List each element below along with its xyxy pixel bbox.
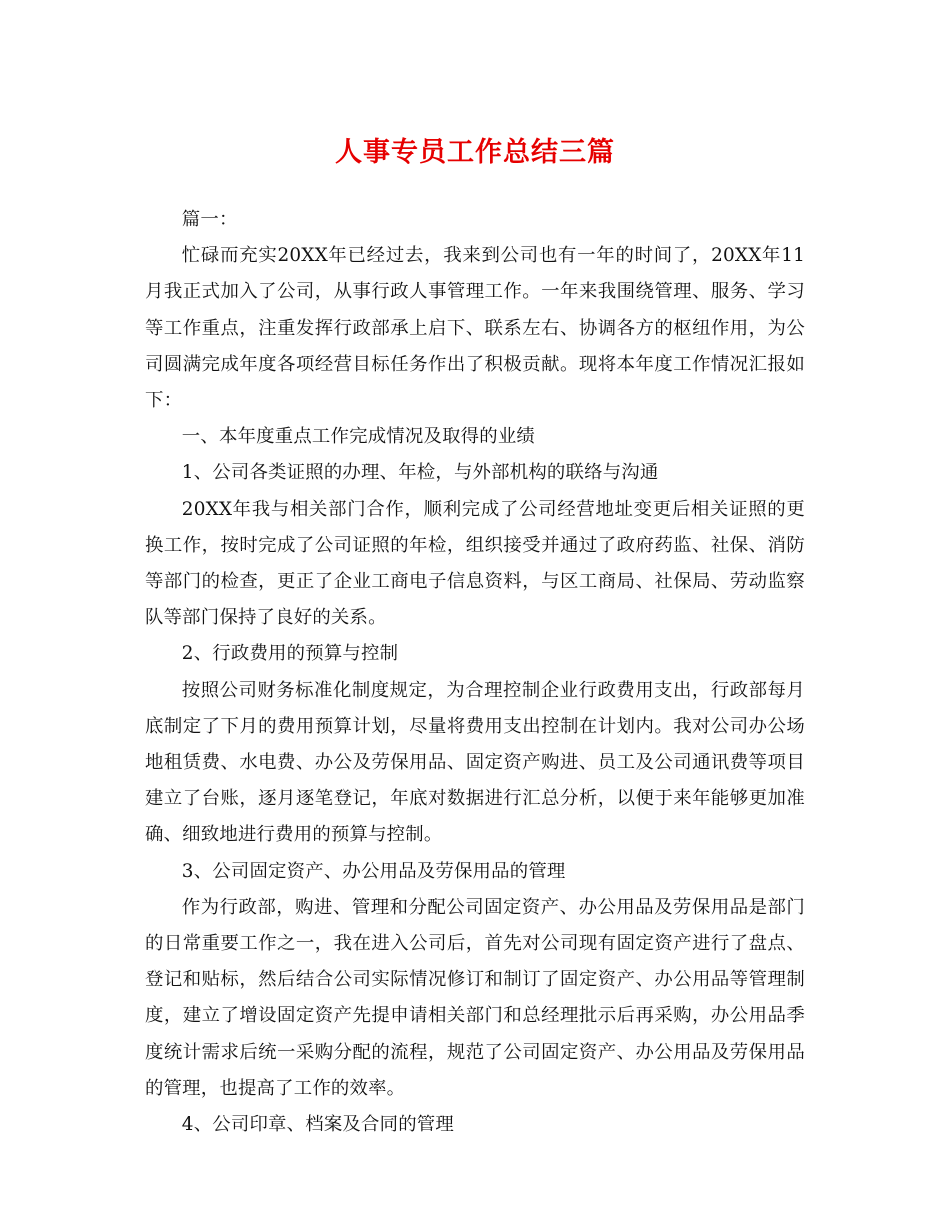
body-paragraph: 作为行政部，购进、管理和分配公司固定资产、办公用品及劳保用品是部门的日常重要工作之一，我在进入公司后，首先对公司现有固定资产进行了盘点、登记和贴标，然后结合公司实际情况修订和制订了固定资产、办公用品等管理制度，建立了增设固定资产先提申请相关部门和总经理批示后再采购，办公用品季度统计需求后统一采购分配的流程，规范了公司固定资产、办公用品及劳保用品的管理，也提高了工作的效率。 <box>145 896 805 1099</box>
document-body <box>145 202 805 1143</box>
subsection-heading: 4、公司印章、档案及合同的管理 <box>181 1114 454 1136</box>
body-paragraph: 忙碌而充实20XX年已经过去，我来到公司也有一年的时间了，20XX年11月我正式加入了公司，从事行政人事管理工作。一年来我围绕管理、服务、学习等工作重点，注重发挥行政部承上启下、联系左右、协调各方的枢纽作用，为公司圆满完成年度各项经营目标任务作出了积极贡献。现将本年度工作情况汇报如下： <box>145 245 805 412</box>
subsection-heading: 1、公司各类证照的办理、年检，与外部机构的联络与沟通 <box>181 462 659 484</box>
section-heading: 篇一： <box>181 209 238 230</box>
body-paragraph: 20XX年我与相关部门合作，顺利完成了公司经营地址变更后相关证照的更换工作，按时完成了公司证照的年检，组织接受并通过了政府药监、社保、消防等部门的检查，更正了企业工商电子信息资料，与区工商局、社保局、劳动监察队等部门保持了良好的关系。 <box>145 498 805 629</box>
section-heading: 一、本年度重点工作完成情况及取得的业绩 <box>181 426 536 448</box>
subsection-heading: 2、行政费用的预算与控制 <box>181 643 399 665</box>
subsection-heading: 3、公司固定资产、办公用品及劳保用品的管理 <box>181 860 566 882</box>
body-paragraph: 按照公司财务标准化制度规定，为合理控制企业行政费用支出，行政部每月底制定了下月的费用预算计划，尽量将费用支出控制在计划内。我对公司办公场地租赁费、水电费、办公及劳保用品、固定资产购进、员工及公司通讯费等项目建立了台账，逐月逐笔登记，年底对数据进行汇总分析，以便于来年能够更加准确、细致地进行费用的预算与控制。 <box>145 679 805 846</box>
document-title: 人事专员工作总结三篇 <box>335 137 615 168</box>
